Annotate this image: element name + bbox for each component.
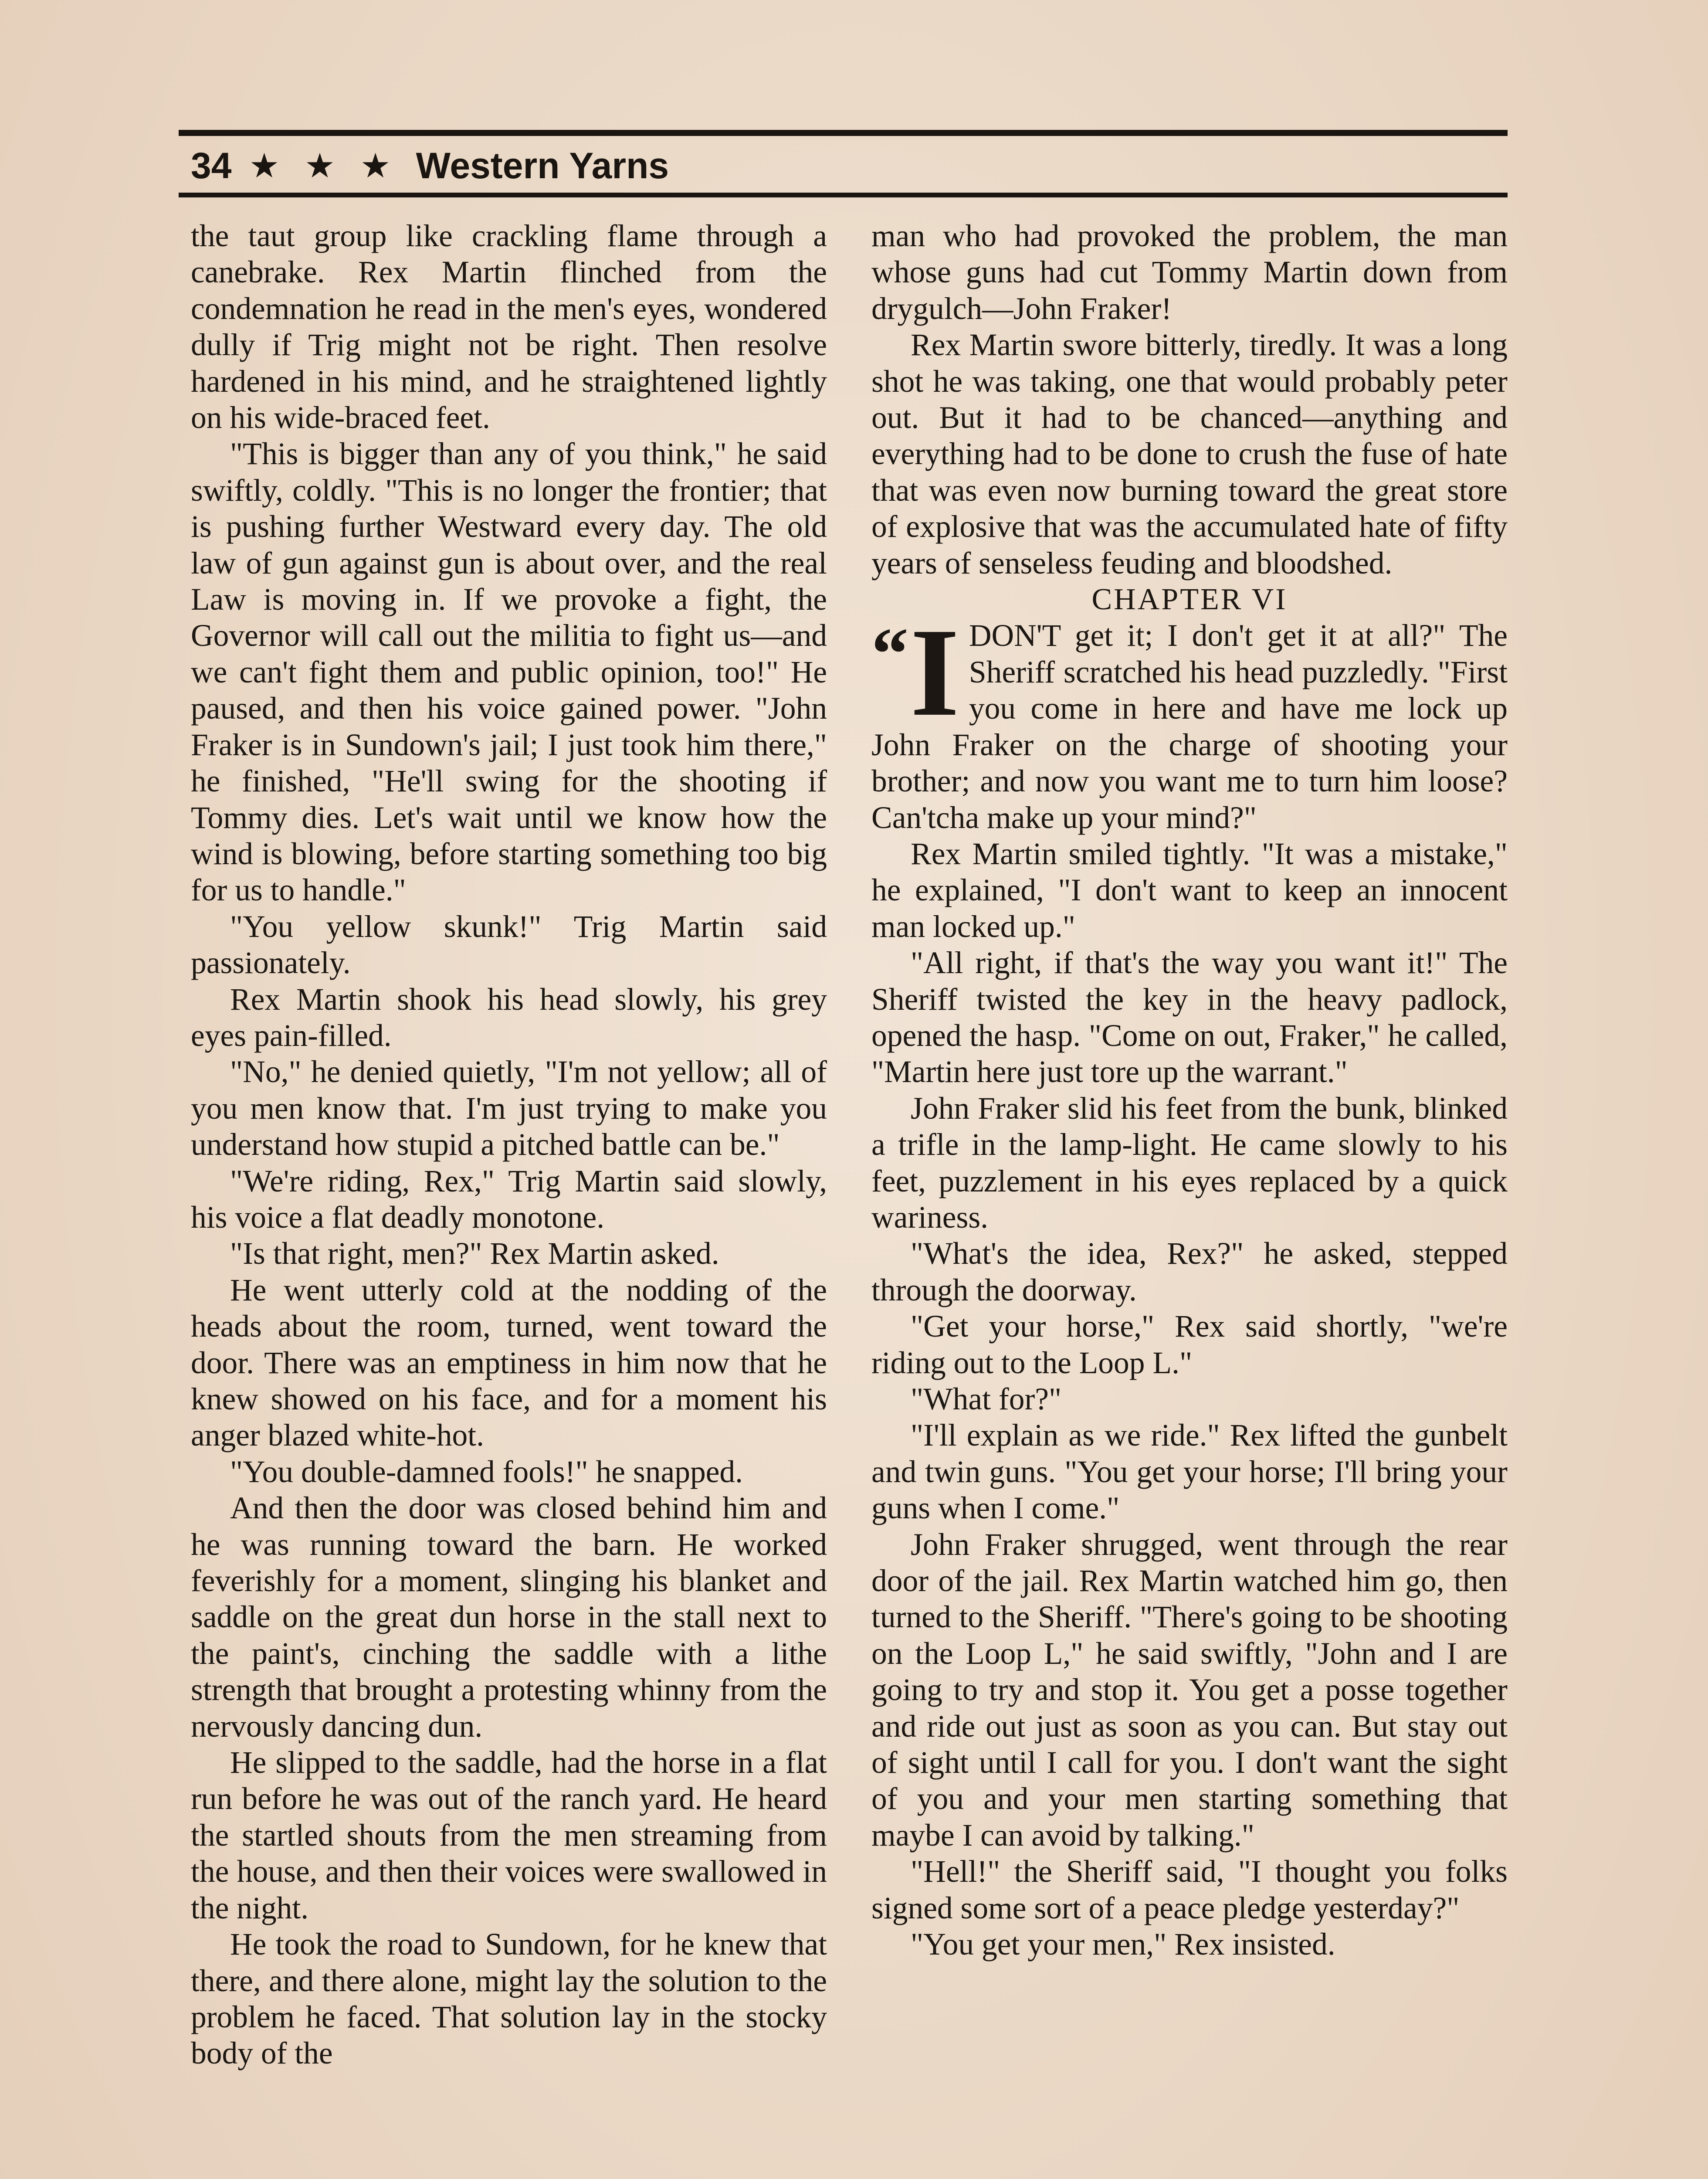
paragraph: "You double-damned fools!" he snapped. xyxy=(230,1454,743,1489)
chapter-heading: CHAPTER VI xyxy=(1091,583,1288,617)
paragraph: "Get your horse," Rex said shortly, "we're riding out to the Loop L." xyxy=(871,1309,1508,1380)
paragraph: Rex Martin smiled tightly. "It was a mistake," he explained, "I don't want to keep an innocent man locked up." xyxy=(871,836,1508,944)
paragraph: John Fraker shrugged, went through the rear door of the jail. Rex Martin watched him go, then turned to the Sheriff. "There's going to be shooting on the Loop L," he said swiftly, "John and I are going to try and stop it. You get a posse together and ride out just as soon as you can. But stay out of sight until I call for you. I don't want the sight of you and your men starting something that maybe I can avoid by talking." xyxy=(871,1527,1508,1853)
paragraph: man who had provoked the problem, the man whose guns had cut Tommy Martin down from drygulch—John Fraker! xyxy=(871,219,1508,326)
drop-cap-quote: “ xyxy=(871,613,908,695)
paragraph: "All right, if that's the way you want it!" The Sheriff twisted the key in the heavy padlock, opened the hasp. "Come on out, Fraker," he called, "Martin here just tore up the warrant." xyxy=(871,946,1508,1090)
paragraph: "This is bigger than any of you think," he said swiftly, coldly. "This is no longer the frontier; that is pushing further Westward every day. The old law of gun against gun is about over, and the real Law is moving in. If we provoke a fight, the Governor will call out the militia to fight us—and we can't fight them and public opinion, too!" He paused, and then his voice gained power. "John Fraker is in Sundown's jail; I just took him there," he finished, "He'll swing for the shooting if Tommy dies. Let's wait until we know how the wind is blowing, before starting something too big for us to handle." xyxy=(191,437,827,908)
magazine-title: Western Yarns xyxy=(416,145,669,186)
paragraph: "We're riding, Rex," Trig Martin said slowly, his voice a flat deadly monotone. xyxy=(191,1164,827,1235)
header-stars: ★ ★ ★ xyxy=(249,146,399,185)
header-top-rule xyxy=(179,130,1508,136)
paragraph: He slipped to the saddle, had the horse in a flat run before he was out of the ranch yard. He heard the startled shouts from the men streaming from the house, and then their voices were swallowed in the night. xyxy=(191,1745,827,1925)
paragraph: "You yellow skunk!" Trig Martin said passionately. xyxy=(191,909,827,981)
paragraph: "Hell!" the Sheriff said, "I thought you folks signed some sort of a peace pledge yesterday?" xyxy=(871,1854,1508,1925)
paragraph: "Is that right, men?" Rex Martin asked. xyxy=(230,1236,719,1271)
paragraph: "No," he denied quietly, "I'm not yellow; all of you men know that. I'm just trying to make you understand how stupid a pitched battle can be." xyxy=(191,1055,827,1162)
paragraph: And then the door was closed behind him and he was running toward the barn. He worked feverishly for a moment, slinging his blanket and saddle on the great dun horse in the stall next to the paint's, cinching the saddle with a lithe strength that brought a protesting whinny from the nervously dancing dun. xyxy=(191,1491,827,1744)
drop-cap-paragraph xyxy=(871,602,1508,835)
running-header xyxy=(191,139,669,192)
paragraph: "I'll explain as we ride." Rex lifted the gunbelt and twin guns. "You get your horse; I'll bring your guns when I come." xyxy=(871,1418,1508,1526)
drop-cap xyxy=(871,602,959,743)
paragraph: the taut group like crackling flame through a canebrake. Rex Martin flinched from the condemnation he read in the men's eyes, wondered dully if Trig might not be right. Then resolve hardened in his mind, and he straightened lightly on his wide-braced feet. xyxy=(191,219,827,435)
paragraph: Rex Martin shook his head slowly, his grey eyes pain-filled. xyxy=(191,982,827,1053)
paragraph: "What for?" xyxy=(911,1382,1062,1416)
left-column xyxy=(191,218,827,2072)
paragraph: John Fraker slid his feet from the bunk, blinked a trifle in the lamp-light. He came slowly to his feet, puzzlement in his eyes replaced by a quick wariness. xyxy=(871,1091,1508,1235)
header-bottom-rule xyxy=(179,193,1508,197)
paragraph: Rex Martin swore bitterly, tiredly. It was a long shot he was taking, one that would probably peter out. But it had to be chanced—anything and everything had to be done to crush the fuse of hate that was even now burning toward the great store of explosive that was the accumulated hate of fifty years of senseless feuding and bloodshed. xyxy=(871,328,1508,580)
right-column xyxy=(871,218,1508,1963)
paragraph: He went utterly cold at the nodding of the heads about the room, turned, went toward the door. There was an emptiness in him now that he knew showed on his face, and for a moment his anger blazed white-hot. xyxy=(191,1273,827,1453)
drop-cap-letter: I xyxy=(910,602,959,743)
page-number: 34 xyxy=(191,145,232,186)
paragraph: "You get your men," Rex insisted. xyxy=(911,1927,1335,1962)
paragraph: "What's the idea, Rex?" he asked, stepped through the doorway. xyxy=(871,1236,1508,1307)
paragraph: He took the road to Sundown, for he knew that there, and there alone, might lay the solution to the problem he faced. That solution lay in the stocky body of the xyxy=(191,1927,827,2071)
drop-cap-text: DON'T get it; I don't get it at all?" The Sheriff scratched his head puzzledly. "First you come in here and have me lock up John Fraker on the charge of shooting your brother; and now you want me to turn him loose? Can'tcha make up your mind?" xyxy=(871,618,1508,835)
